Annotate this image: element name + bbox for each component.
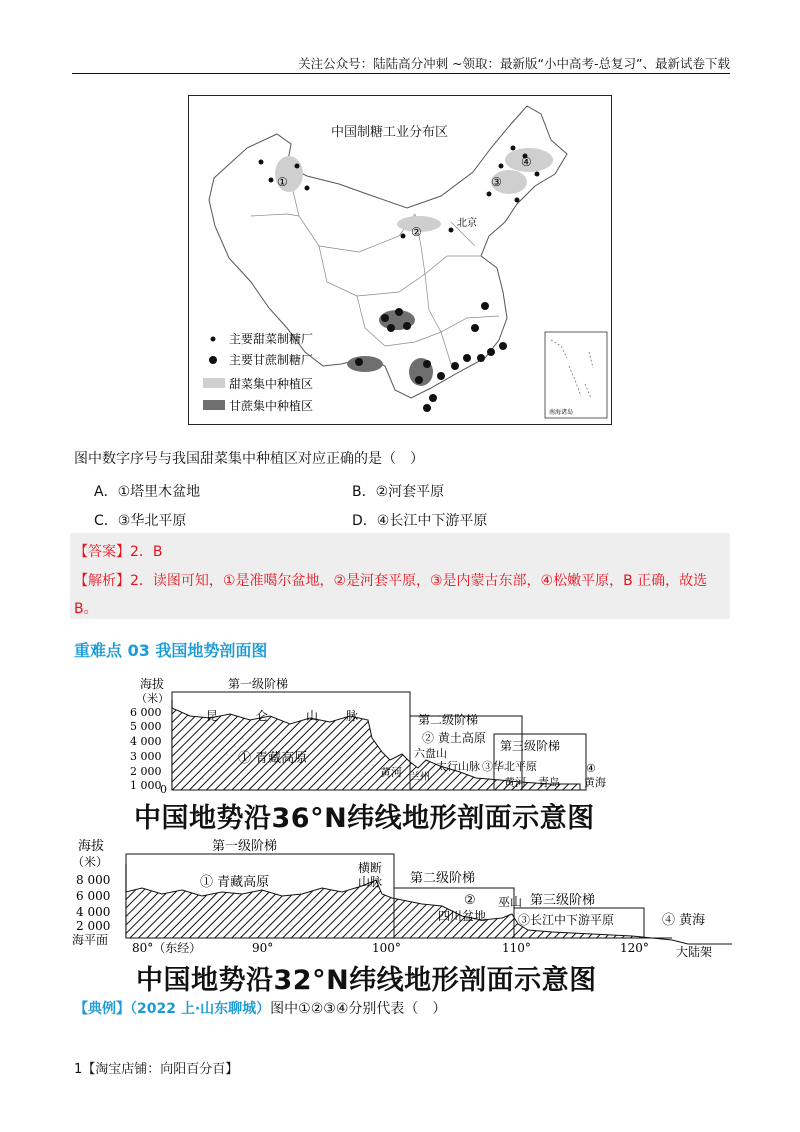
example-tag: 【典例】 — [74, 1001, 130, 1017]
p36-axis-title-1: 海拔 — [140, 677, 165, 691]
legend-cane-area: 甘蔗集中种植区 — [229, 399, 314, 413]
p32-changjiang-label: ③长江中下游平原 — [518, 913, 615, 927]
profile-36n — [120, 672, 620, 794]
p36-yellow-river-1: 黄河 — [380, 766, 402, 779]
p32-sichuan-label: 四川盆地 — [438, 909, 487, 923]
inset-label: 南海诸岛 — [549, 409, 574, 416]
p36-yellow-sea-num: ④ — [586, 762, 596, 775]
option-d: D．④长江中下游平原 — [352, 513, 488, 529]
p36-ytick-1000: 1 000 — [130, 779, 162, 792]
p36-kunlun-3: 山 — [306, 709, 319, 723]
page-header: 关注公众号：陆陆高分冲刺 ~领取：最新版“小中高考-总复习”、最新试卷下载 — [298, 56, 730, 71]
p32-ytick-6000: 6 000 — [76, 889, 111, 903]
p32-shelf-label: 大陆架 — [676, 945, 713, 959]
p32-axis-title-1: 海拔 — [78, 839, 105, 854]
p36-kunlun-2: 仑 — [256, 709, 269, 723]
p36-taihang-label: 太行山脉 — [436, 760, 480, 773]
p36-liupan-label: 六盘山 — [414, 747, 447, 760]
map-number-3: ③ — [491, 175, 502, 189]
header-divider — [72, 73, 730, 74]
section-title: 重难点 03 我国地势剖面图 — [74, 641, 268, 660]
analysis-line-2: B。 — [74, 601, 98, 617]
legend-cane-area-symbol — [203, 400, 225, 410]
p32-wushan-label: 巫山 — [498, 895, 523, 909]
p32-ytick-sea: 海平面 — [72, 933, 109, 947]
p32-xtick-110: 110° — [502, 941, 531, 955]
p32-ytick-4000: 4 000 — [76, 905, 111, 919]
p36-kunlun-4: 脉 — [346, 709, 359, 723]
sugar-industry-map — [188, 95, 612, 425]
option-a: A．①塔里木盆地 — [94, 484, 201, 500]
p32-ytick-8000: 8 000 — [76, 873, 111, 887]
p32-step3-label: 第三级阶梯 — [530, 893, 596, 908]
p32-xtick-120: 120° — [620, 941, 649, 955]
legend-cane-factory-symbol — [209, 356, 217, 364]
p32-num2: ② — [464, 893, 476, 908]
profile-32n — [72, 834, 762, 960]
p32-axis-title-2: （米） — [72, 855, 109, 869]
p36-ytick-2000: 2 000 — [130, 765, 162, 778]
p36-yellow-river-2: 黄河 — [504, 776, 526, 789]
p36-ytick-6000: 6 000 — [130, 706, 162, 719]
p32-xtick-90: 90° — [252, 941, 274, 955]
cane-factory-dots — [355, 302, 507, 412]
p36-step1-label: 第一级阶梯 — [228, 677, 289, 691]
p32-yellow-sea-label: ④ 黄海 — [662, 913, 706, 928]
example-line — [74, 998, 446, 1018]
p36-ytick-3000: 3 000 — [130, 750, 162, 763]
legend-beet-area: 甜菜集中种植区 — [229, 377, 314, 391]
p32-xtick-100: 100° — [372, 941, 401, 955]
question-text: 图中数字序号与我国甜菜集中种植区对应正确的是（ ） — [74, 451, 424, 467]
p36-qingdao-label: 青岛 — [538, 776, 560, 789]
p32-ytick-2000: 2 000 — [76, 919, 111, 933]
map-title: 中国制糖工业分布区 — [331, 125, 449, 140]
p36-yellow-sea-label: 黄海 — [584, 776, 606, 789]
p36-ytick-4000: 4 000 — [130, 735, 162, 748]
p36-kunlun-1: 昆 — [206, 709, 219, 723]
map-number-4: ④ — [521, 155, 532, 169]
map-number-1: ① — [277, 175, 288, 189]
p32-step1-label: 第一级阶梯 — [212, 839, 278, 854]
p36-huabei-label: ③华北平原 — [482, 760, 537, 773]
p36-lanzhou-label: 兰州 — [410, 772, 430, 783]
p36-step2-label: 第二级阶梯 — [418, 713, 479, 727]
p36-ytick-0: 0 — [160, 783, 167, 794]
legend-beet-factory: 主要甜菜制糖厂 — [229, 332, 314, 346]
p36-step3-label: 第三级阶梯 — [500, 739, 561, 753]
legend-beet-area-symbol — [203, 378, 225, 388]
legend-cane-factory: 主要甘蔗制糖厂 — [229, 353, 314, 367]
p36-axis-title-2: （米） — [136, 692, 169, 705]
p32-step2-label: 第二级阶梯 — [410, 871, 476, 886]
map-drawing — [189, 96, 612, 425]
p32-xtick-80: 80°（东经） — [132, 941, 202, 955]
legend-beet-factory-symbol — [211, 337, 216, 342]
map-beijing-label: 北京 — [457, 218, 477, 229]
p36-ytick-5000: 5 000 — [130, 720, 162, 733]
page-footer: 1【淘宝店铺：向阳百分百】 — [74, 1062, 239, 1077]
option-c: C．③华北平原 — [94, 513, 187, 529]
analysis-line-1: 【解析】2．读图可知，①是准噶尔盆地，②是河套平原，③是内蒙古东部，④松嫩平原，B 正确，故选 — [74, 573, 708, 589]
p36-plateau-label: ① 青藏高原 — [238, 751, 308, 766]
cane-area-2 — [347, 356, 383, 372]
option-b: B．②河套平原 — [352, 484, 445, 500]
map-number-2: ② — [411, 225, 422, 239]
profile-32n-title: 中国地势沿32°N纬线地形剖面示意图 — [136, 965, 597, 996]
p32-hengduan-1: 横断 — [358, 861, 383, 875]
profile-36n-title: 中国地势沿36°N纬线地形剖面示意图 — [134, 803, 595, 834]
p32-hengduan-2: 山脉 — [358, 875, 383, 889]
example-text: 图中①②③④分别代表（ ） — [270, 1001, 447, 1017]
p36-loess-label: ② 黄土高原 — [422, 731, 486, 745]
south-sea-inset — [545, 332, 607, 418]
example-source: （2022 上·山东聊城） — [130, 1001, 271, 1017]
answer-text: 【答案】2．B — [74, 544, 163, 560]
p32-plateau-label: ① 青藏高原 — [200, 875, 270, 890]
